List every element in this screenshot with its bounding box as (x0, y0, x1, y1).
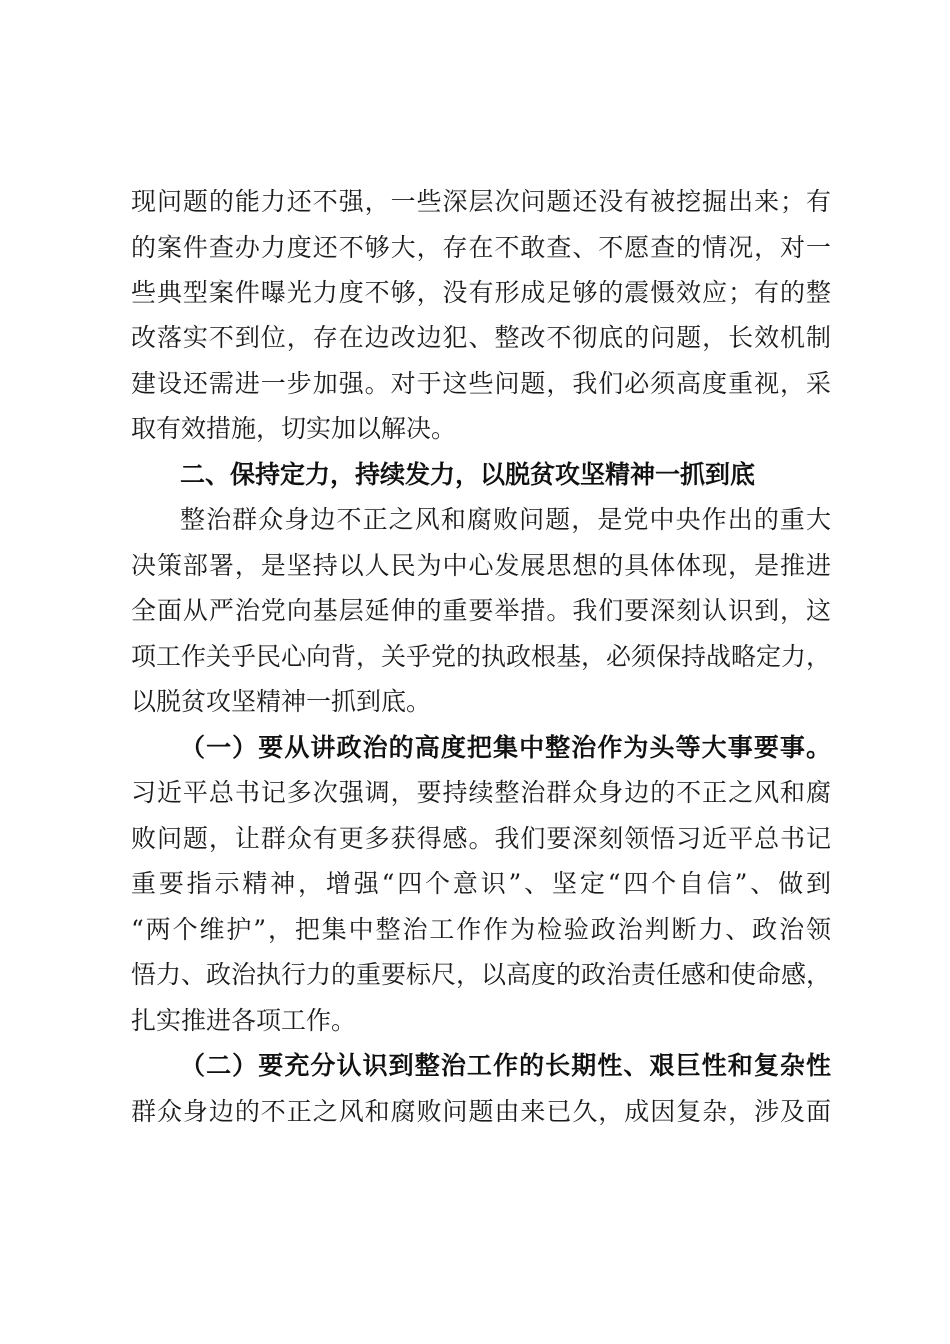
body-text-line: “两个维护”，把集中整治工作作为检验政治判断力、政治领 (131, 915, 831, 944)
subsection-heading: （一）要从讲政治的高度把集中整治作为头等大事要事。 (180, 733, 831, 762)
body-text-line: 决策部署，是坚持以人民为中心发展思想的具体体现，是推进 (131, 551, 831, 580)
body-text-line: 现问题的能力还不强，一些深层次问题还没有被挖掘出来；有 (131, 187, 831, 216)
body-text-line: 群众身边的不正之风和腐败问题由来已久，成因复杂，涉及面 (131, 1097, 831, 1126)
body-text-line: 重要指示精神，增强“四个意识”、坚定“四个自信”、做到 (131, 869, 831, 898)
body-text-line: 项工作关乎民心向背，关乎党的执政根基，必须保持战略定力， (131, 642, 832, 671)
body-text-line: 败问题，让群众有更多获得感。我们要深刻领悟习近平总书记 (131, 824, 831, 853)
section-heading: 二、保持定力，持续发力，以脱贫攻坚精神一抓到底 (180, 460, 756, 489)
body-text-line: 整治群众身边不正之风和腐败问题，是党中央作出的重大 (180, 505, 831, 534)
body-text-line: 全面从严治党向基层延伸的重要举措。我们要深刻认识到，这 (131, 596, 831, 625)
body-text-line: 些典型案件曝光力度不够，没有形成足够的震慑效应；有的整 (131, 278, 831, 307)
body-text-line: 习近平总书记多次强调，要持续整治群众身边的不正之风和腐 (131, 778, 831, 807)
subsection-heading: （二）要充分认识到整治工作的长期性、艰巨性和复杂性 (180, 1051, 831, 1080)
body-text-line: 的案件查办力度还不够大，存在不敢查、不愿查的情况，对一 (131, 233, 831, 262)
body-text-line: 扎实推进各项工作。 (131, 1006, 357, 1035)
body-text-line: 以脱贫攻坚精神一抓到底。 (131, 687, 432, 716)
body-text-line: 悟力、政治执行力的重要标尺，以高度的政治责任感和使命感， (131, 960, 832, 989)
body-text-line: 取有效措施，切实加以解决。 (131, 414, 457, 443)
body-text-line: 建设还需进一步加强。对于这些问题，我们必须高度重视，采 (131, 369, 831, 398)
body-text-line: 改落实不到位，存在边改边犯、整改不彻底的问题，长效机制 (131, 323, 831, 352)
